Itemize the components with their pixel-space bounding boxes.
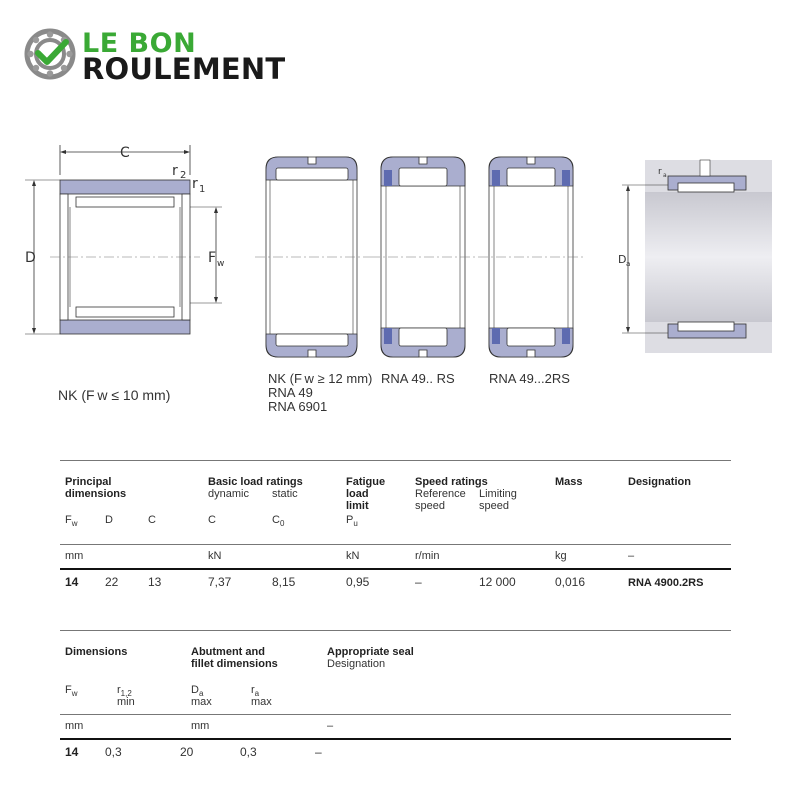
unit-kn: kN — [208, 550, 222, 562]
units2-rule — [60, 714, 731, 715]
unit2-mm: mm — [65, 720, 84, 732]
brand-logo — [24, 26, 314, 86]
header-fatigue-1: Fatigue — [346, 476, 386, 488]
dim-label-fw-sub: w — [217, 259, 225, 269]
shaft-mounting-section — [618, 160, 772, 353]
header-reference-speed: speed — [415, 500, 445, 512]
unit-mm: mm — [65, 550, 84, 562]
bearing-check-icon — [24, 28, 76, 80]
header-dimensions-2: Dimensions — [65, 646, 128, 658]
caption-nk: NK (F w ≤ 10 mm) — [58, 387, 171, 403]
rna49-bearing-section — [255, 157, 370, 357]
header-fatigue-2: load — [346, 488, 369, 500]
caption-nk-large: NK (F w ≥ 12 mm) — [268, 371, 373, 386]
cell2-r12: 0,3 — [105, 745, 122, 759]
dim-label-d: D — [25, 250, 36, 266]
symbol-c0: $C_0$ — [272, 514, 285, 529]
header-designation: Designation — [628, 476, 691, 488]
data2-rule — [60, 738, 731, 740]
caption-rna49-rs: RNA 49.. RS — [381, 371, 455, 386]
logo-text-bottom: ROULEMENT — [82, 52, 286, 86]
symbol2-r12: $r_{1,2}$ — [117, 684, 132, 699]
header-dynamic: dynamic — [208, 488, 249, 500]
cell-designation: RNA 4900.2RS — [628, 577, 704, 589]
header-mass: Mass — [555, 476, 583, 488]
logo-text-top: LE BON — [82, 28, 197, 59]
dim-label-ra: r — [658, 167, 662, 177]
dim-label-da: D — [618, 253, 627, 266]
symbol2-da-max: max — [191, 696, 212, 708]
bearing-data-table — [60, 460, 731, 595]
cell-mass: 0,016 — [555, 575, 586, 589]
cell-ref-speed: – — [415, 575, 422, 589]
symbol2-r12-min: min — [117, 696, 135, 708]
header-fatigue-3: limit — [346, 500, 369, 512]
cell2-ra: 0,3 — [240, 745, 257, 759]
cell-c0: 8,15 — [272, 575, 296, 589]
dim-label-fw: F — [208, 250, 217, 266]
header-abutment: Abutment and — [191, 646, 265, 658]
caption-rna49: RNA 49 — [268, 385, 313, 400]
symbol-pu: $P_u$ — [346, 514, 358, 529]
header-principal: Principal — [65, 476, 112, 488]
cell-lim-speed: 12 000 — [479, 575, 516, 589]
header-reference: Reference — [415, 488, 466, 500]
header-basic-load: Basic load ratings — [208, 476, 303, 488]
cell-c-dynamic: 7,37 — [208, 575, 232, 589]
cell2-da: 20 — [180, 745, 194, 759]
symbol-d: D — [105, 514, 113, 526]
symbol-c-dynamic: C — [208, 514, 216, 526]
dim-label-r2: r — [172, 163, 178, 179]
unit-kg: kg — [555, 550, 567, 562]
header-seal-designation: Designation — [327, 658, 386, 670]
unit-designation: – — [628, 550, 635, 562]
symbol2-ra: $r_a$ — [251, 684, 260, 699]
dim-label-ra-sub: a — [663, 172, 667, 179]
header-speed-ratings: Speed ratings — [415, 476, 488, 488]
caption-rna49-2rs: RNA 49...2RS — [489, 371, 570, 386]
header-limiting: Limiting — [479, 488, 517, 500]
symbol-c: C — [148, 514, 156, 526]
header-fillet: fillet dimensions — [191, 658, 278, 670]
nk-bearing-section — [25, 145, 224, 334]
dim-label-c: C — [120, 145, 130, 161]
symbol2-fw: $F_w$ — [65, 684, 78, 699]
dimensions-table — [60, 630, 731, 770]
cell-c: 13 — [148, 575, 162, 589]
header-dimensions: dimensions — [65, 488, 127, 500]
rna49-2rs-bearing-section — [478, 157, 585, 357]
cell-fw: 14 — [65, 575, 79, 589]
unit2-seal: – — [327, 720, 334, 732]
header-static: static — [272, 488, 298, 500]
dim-label-r2-sub: 2 — [180, 170, 187, 181]
symbol2-da: $D_a$ — [191, 684, 204, 699]
dim-label-da-sub: a — [626, 260, 631, 268]
unit2-mm-abutment: mm — [191, 720, 210, 732]
unit-kn-fatigue: kN — [346, 550, 360, 562]
data-rule — [60, 568, 731, 570]
caption-rna6901: RNA 6901 — [268, 399, 328, 414]
symbol2-ra-max: max — [251, 696, 272, 708]
table2-top-rule — [60, 630, 731, 631]
dim-label-r1: r — [192, 176, 198, 192]
dim-label-r1-sub: 1 — [199, 184, 206, 195]
rna49-rs-bearing-section — [370, 157, 475, 357]
cell-d: 22 — [105, 575, 119, 589]
unit-rmin: r/min — [415, 550, 440, 562]
symbol-fw: $F_w$ — [65, 514, 78, 529]
table-top-rule — [60, 460, 731, 461]
cell2-seal: – — [315, 745, 322, 759]
header-limiting-speed: speed — [479, 500, 509, 512]
cell2-fw: 14 — [65, 745, 79, 759]
header-seal: Appropriate seal — [327, 646, 414, 658]
units-rule — [60, 544, 731, 545]
cell-pu: 0,95 — [346, 575, 370, 589]
